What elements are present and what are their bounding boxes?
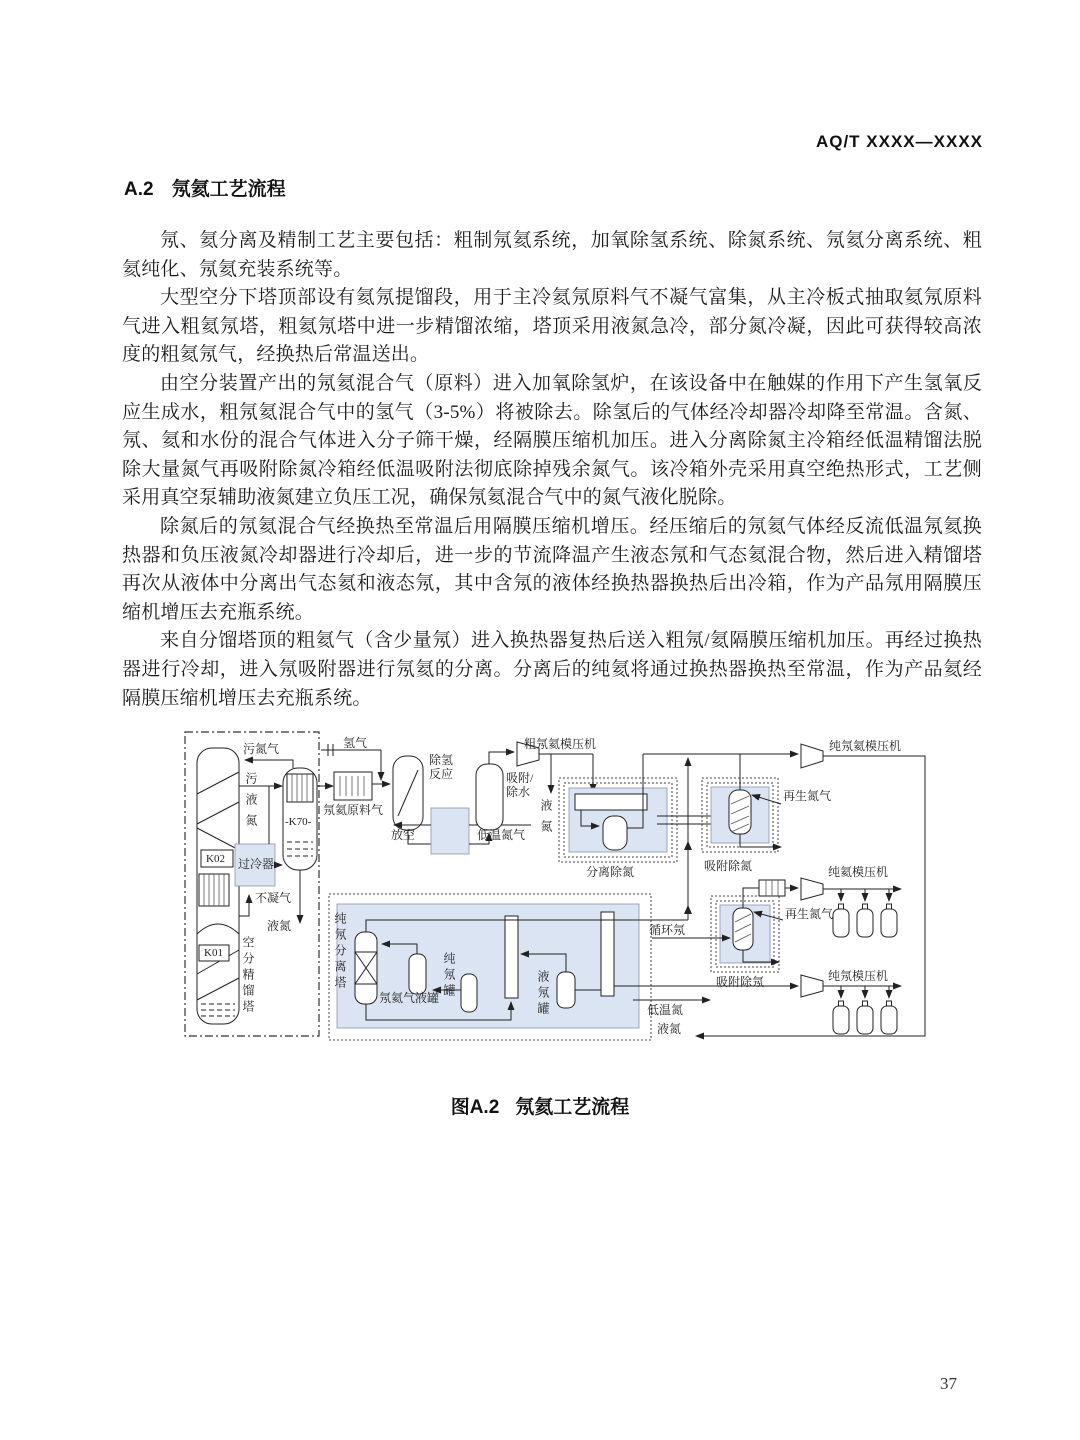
feed-gas-label: 氖氦原料气 bbox=[323, 803, 384, 817]
circulating-ne-label: 循环氖 bbox=[649, 923, 686, 937]
gas-cylinder-icon bbox=[833, 904, 897, 937]
adsorb-dewater-label: 吸附/除水 bbox=[506, 771, 534, 799]
crude-compressor-label: 粗氖氦模压机 bbox=[524, 737, 597, 751]
compressor-icon bbox=[801, 878, 823, 900]
flow-diagram-graphics bbox=[183, 728, 941, 1066]
heat-exchanger-icon bbox=[505, 916, 518, 998]
gas-liquid-tank-icon bbox=[409, 954, 426, 994]
gas-cylinder-icon bbox=[833, 1001, 897, 1034]
ads-den2-label: 吸附除氮 bbox=[704, 859, 753, 873]
figure-caption bbox=[0, 1092, 1080, 1119]
paragraph: 大型空分下塔顶部设有氦氖提馏段，用于主冷氦氖原料气不凝气富集，从主冷板式抽取氦氖原料气进入粗氦氖塔，粗氦氖塔中进一步精馏浓缩，塔顶采用液氮急冷，部分氮冷凝，因此可获得较高浓度的粗氦氖气，经换热后常温送出。 bbox=[122, 287, 982, 366]
liquid-n2-right-label: 液氮 bbox=[657, 1022, 682, 1036]
liquid-neon-tank-icon bbox=[557, 972, 575, 1008]
k70-label: -K70- bbox=[285, 816, 312, 828]
liquid-n2-mid-label: 液氮 bbox=[539, 799, 553, 841]
paragraph: 来自分馏塔顶的粗氦气（含少量氖）进入换热器复热后送入粗氖/氦隔膜压缩机加压。再经过换热器进行冷却，进入氖吸附器进行氖氦的分离。分离后的纯氦将通过换热器换热至常温，作为产品氦经隔膜压缩机增压去充瓶系统。 bbox=[122, 630, 982, 709]
page-number: 37 bbox=[940, 1374, 957, 1393]
adsorption-denitrogen-box bbox=[702, 754, 781, 852]
pure-ne-tank-label: 纯氖罐 bbox=[442, 952, 456, 1000]
nehe-gas-liquid-tank-label: 氖氦气液罐 bbox=[379, 991, 440, 1005]
liquid-ne-tank-label: 液氖罐 bbox=[536, 970, 550, 1018]
compressor-icon bbox=[801, 744, 823, 768]
regen-n2-2-label: 再生氮气 bbox=[785, 907, 834, 921]
paragraph: 由空分装置产出的氖氦混合气（原料）进入加氧除氢炉，在该设备中在触媒的作用下产生氢氧反应生成水，粗氖氦混合气中的氢气（3-5%）将被除去。除氢后的气体经冷却器冷却降至常温。含氮、氖、氦和水份的混合气体进入分子筛干燥，经隔膜压缩机加压。进入分离除氮主冷箱经低温精馏法脱除大量氮气再吸附除氮冷箱经低温吸附法彻底除掉残余氮气。该冷箱外壳采用真空绝热形式，工艺侧采用真空泵辅助液氮建立负压工况，确保氖氦混合气中的氮气液化脱除。 bbox=[122, 372, 982, 509]
neon-separation-box bbox=[329, 894, 688, 1040]
sep-den2-label: 分离除氮 bbox=[586, 865, 635, 879]
asu-column-label: 空分精馏塔 bbox=[241, 936, 255, 1016]
adsorb-dewater-vessel-icon bbox=[476, 764, 503, 830]
separation-denitrogen-box bbox=[559, 754, 726, 862]
regen-n2-1-label: 再生氮气 bbox=[783, 789, 832, 803]
figure-caption-title: 氖氦工艺流程 bbox=[515, 1097, 630, 1118]
separator-vessel-icon bbox=[603, 816, 627, 850]
cold-n2-short-label: 低温氮 bbox=[647, 1003, 684, 1017]
heat-exchanger-icon bbox=[575, 794, 647, 810]
body-text bbox=[122, 227, 982, 713]
waste-liquid-n2-label: 污液氮 bbox=[244, 772, 258, 835]
compressor-icon bbox=[801, 975, 823, 997]
pure-ne-column-label: 纯氖分离塔 bbox=[333, 912, 347, 992]
waste-n2-label: 污氮气 bbox=[243, 742, 280, 756]
vent-label: 放空 bbox=[391, 828, 416, 842]
pure-he-compressor-label: 纯氦模压机 bbox=[828, 865, 889, 879]
section-heading bbox=[124, 174, 286, 201]
k02-label: K02 bbox=[206, 853, 225, 865]
heat-exchanger-icon bbox=[601, 912, 614, 996]
pure-ne-compressor-label: 纯氖模压机 bbox=[828, 969, 889, 983]
hydrogen-label: 氢气 bbox=[343, 736, 368, 750]
ads-dene-label: 吸附除氖 bbox=[716, 975, 765, 989]
subcooler-label: 过冷器 bbox=[238, 857, 275, 871]
noncondensable-label: 不凝气 bbox=[255, 891, 292, 905]
cold-n2-gas-label: 低温氮气 bbox=[477, 828, 526, 842]
standard-number-header: AQ/T XXXX—XXXX bbox=[815, 132, 983, 151]
paragraph: 除氮后的氖氦混合气经换热至常温后用隔膜压缩机增压。经压缩后的氖氦气体经反流低温氖氦换热器和负压液氮冷却器进行冷却后，进一步的节流降温产生液态氖和气态氦混合物，然后进入精馏塔再次从液体中分离出气态氦和液态氖，其中含氖的液体经换热器换热后出冷箱，作为产品氖用隔膜压缩机增压去充瓶系统。 bbox=[122, 515, 982, 623]
liquid-n2-left-label: 液氮 bbox=[267, 919, 292, 933]
recuperator-icon bbox=[431, 808, 469, 854]
deh2-reactor-label: 除氢反应 bbox=[429, 753, 454, 781]
process-flow-diagram bbox=[183, 728, 941, 1066]
section-title: 氖氦工艺流程 bbox=[171, 179, 286, 200]
k01-label: K01 bbox=[204, 947, 223, 959]
pure-nehe-compressor-label: 纯氖氦模压机 bbox=[829, 739, 902, 753]
section-number: A.2 bbox=[124, 179, 154, 200]
figure-caption-number: 图A.2 bbox=[450, 1097, 500, 1118]
paragraph: 氖、氦分离及精制工艺主要包括：粗制氖氦系统，加氧除氢系统、除氮系统、氖氦分离系统、粗氦纯化、氖氦充装系统等。 bbox=[122, 230, 982, 280]
pure-neon-tank-icon bbox=[461, 974, 477, 1012]
